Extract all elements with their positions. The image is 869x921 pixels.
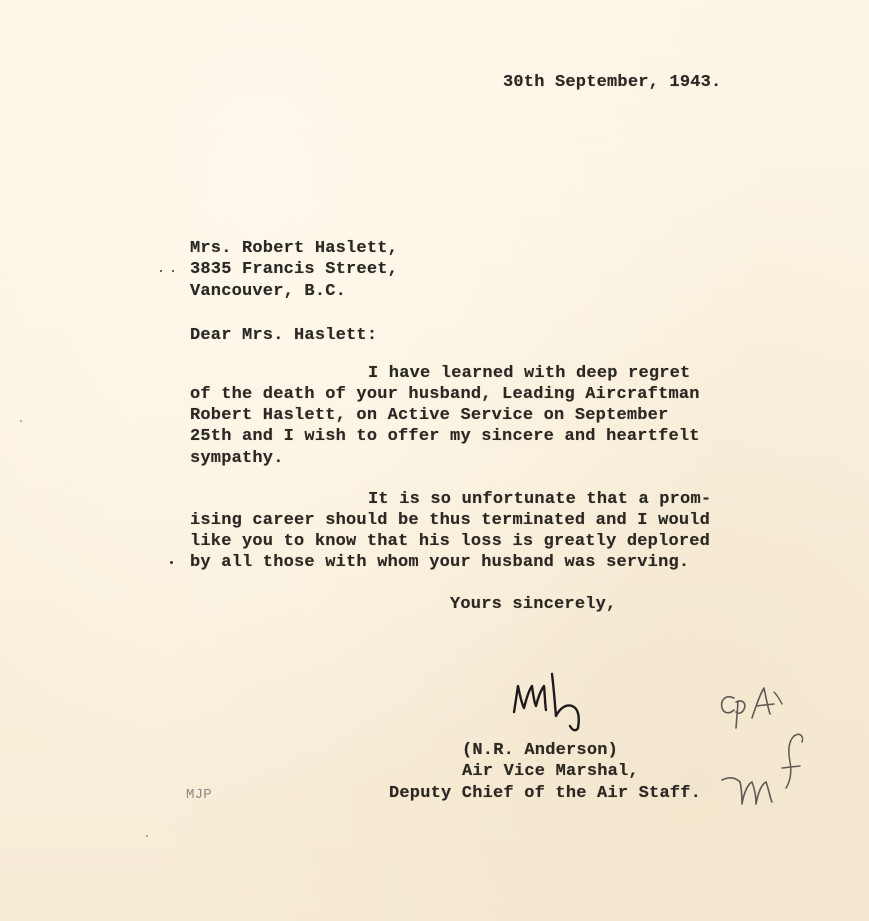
recipient-city: Vancouver, B.C. [190,282,347,301]
closing: Yours sincerely, [450,595,617,614]
signatory-rank: Air Vice Marshal, [462,762,639,781]
paragraph-line: by all those with whom your husband was serving. [190,553,690,572]
paragraph-line: sympathy. [190,449,284,468]
signatory-title: Deputy Chief of the Air Staff. [389,784,702,803]
paragraph-line: Robert Haslett, on Active Service on September [190,406,669,425]
paragraph-line: 25th and I wish to offer my sincere and heartfelt [190,427,700,446]
recipient-name: Mrs. Robert Haslett, [190,239,399,258]
handwritten-signature [508,670,598,740]
paragraph-line: ising career should be thus terminated and I would [190,511,711,530]
salutation: Dear Mrs. Haslett: [190,326,378,345]
paper-speck [160,270,162,272]
paper-speck [146,835,148,837]
paper-speck [20,420,22,422]
paragraph-line: like you to know that his loss is greatly deplored [190,532,711,551]
letter-date: 30th September, 1943. [503,73,722,92]
paper-speck [170,561,173,564]
signatory-name: (N.R. Anderson) [462,741,619,760]
pencil-annotation-mf [722,728,822,808]
paper-speck [172,270,174,272]
recipient-street: 3835 Francis Street, [190,260,399,279]
pencil-annotation-initials [716,684,786,734]
paragraph-line: It is so unfortunate that a prom- [368,490,712,509]
paragraph-line: of the death of your husband, Leading Aircraftman [190,385,700,404]
paragraph-line: I have learned with deep regret [368,364,691,383]
reference-initials: MJP [186,787,212,803]
